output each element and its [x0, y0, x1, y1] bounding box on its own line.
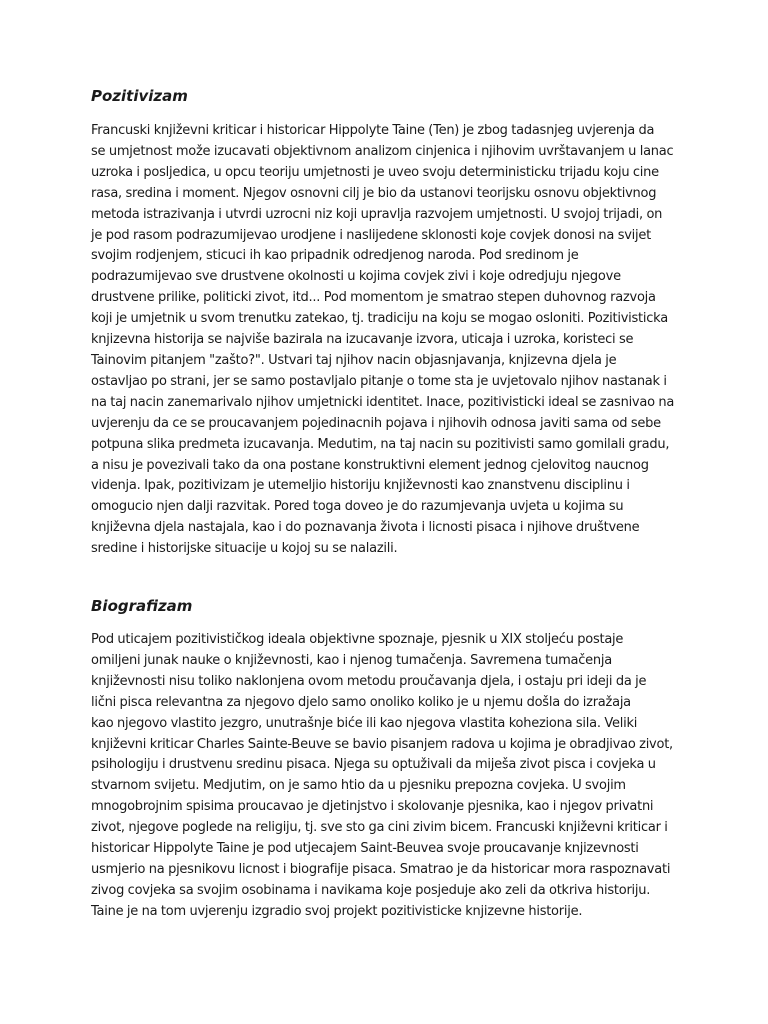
text-line: drustvene prilike, politicki zivot, itd... Pod momentom je smatrao stepen duhovnog razvoja	[91, 290, 656, 306]
text-line: stvarnom svijetu. Medjutim, on je samo htio da u pjesniku prepozna covjeka. U svojim	[91, 778, 626, 794]
text-line: uzroka i posljedica, u opcu teoriju umjetnosti je uveo svoju deterministicku trijadu koju cine	[91, 164, 659, 180]
text-line: podrazumijevao sve drustvene okolnosti u kojima covjek zivi i koje odredjuju njegove	[91, 269, 621, 285]
text-line: zivot, njegove poglede na religiju, tj. sve sto ga cini zivim bicem. Francuski književni kriticar i	[91, 820, 668, 836]
text-line: Francuski književni kriticar i historicar Hippolyte Taine (Ten) je zbog tadasnjeg uvjerenja da	[91, 123, 655, 138]
text-line: knjizevna historija se najviše bazirala na izucavanje izvora, uticaja i uzroka, koristeci se	[91, 332, 634, 348]
text-line: mnogobrojnim spisima proucavao je djetinjstvo i skolovanje pjesnika, kao i njegov privatni	[91, 799, 654, 815]
section-title-biografizam: Biografizam	[91, 597, 193, 615]
text-line: zivog covjeka sa svojim osobinama i navikama koje posjeduje ako zeli da otkriva historiju.	[91, 882, 651, 898]
text-line: potpuna slika predmeta izucavanja. Medutim, na taj nacin su pozitivisti samo gomilali gradu,	[91, 436, 670, 452]
text-line: književna djela nastajala, kao i do poznavanja života i licnosti pisaca i njihove društvene	[91, 520, 640, 536]
text-line: rasa, sredina i moment. Njegov osnovni cilj je bio da ustanovi teorijsku osnovu objektivnog	[91, 185, 657, 201]
text-line: sredine i historijske situacije u kojoj su se nalazili.	[91, 541, 398, 557]
text-line: videnja. Ipak, pozitivizam je utemeljio historiju književnosti kao znanstvenu disciplinu i	[91, 478, 630, 494]
text-line: historicar Hippolyte Taine je pod utjecajem Saint-Beuvea svoje proucavanje knjizevnosti	[91, 841, 639, 857]
text-line: Taine je na tom uvjerenju izgradio svoj projekt pozitivisticke knjizevne historije.	[91, 903, 583, 919]
text-line: svojim rodjenjem, sticuci ih kao pripadnik odredjenog naroda. Pod sredinom je	[91, 248, 579, 264]
text-line: se umjetnost može izucavati objektivnom analizom cinjenica i njihovim uvrštavanjem u lanac	[91, 143, 674, 159]
text-line: usmjerio na pjesnikovu licnost i biografije pisaca. Smatrao je da historicar mora raspoznavati	[91, 861, 671, 877]
text-line: književnosti nisu toliko naklonjena ovom metodu proučavanja djela, i ostaju pri ideji da je	[91, 673, 647, 689]
text-line: koji je umjetnik u svom trenutku zatekao, tj. tradiciju na koju se mogao osloniti. Pozitivisticka	[91, 311, 668, 327]
text-line: Pod uticajem pozitivističkog ideala objektivne spoznaje, pjesnik u XIX stoljeću postaje	[91, 632, 624, 647]
text-line: omogucio njen dalji razvitak. Pored toga doveo je do razumjevanja uvjeta u kojima su	[91, 499, 624, 515]
text-line: lični pisca relevantna za njegovo djelo samo onoliko koliko je u njemu došla do izražaja	[91, 694, 631, 710]
section-title-pozitivizam: Pozitivizam	[91, 87, 188, 105]
text-line: književni kriticar Charles Sainte-Beuve se bavio pisanjem radova u kojima je obradjivao zivot,	[91, 736, 673, 752]
text-line: je pod rasom podrazumijevao urodjene i naslijedene sklonosti koje covjek donosi na svijet	[91, 227, 651, 243]
text-line: a nisu je povezivali tako da ona postane konstruktivni element jednog cjelovitog naucnog	[91, 457, 649, 473]
section-body-pozitivizam	[91, 121, 677, 560]
text-line: na taj nacin zanemarivalo njihov umjetnicki identitet. Inace, pozitivisticki ideal se zasnivao na	[91, 394, 675, 410]
text-line: omiljeni junak nauke o književnosti, kao i njenog tumačenja. Savremena tumačenja	[91, 652, 612, 668]
text-line: psihologiju i drustvenu sredinu pisaca. Njega su optuživali da miješa zivot pisca i covjeka u	[91, 757, 656, 773]
text-line: kao njegovo vlastito jezgro, unutrašnje biće ili kao njegova vlastita koheziona sila. Veliki	[91, 715, 638, 731]
section-body-biografizam	[91, 630, 677, 923]
text-line: metoda istrazivanja i utvrdi uzrocni niz koji upravlja razvojem umjetnosti. U svojoj trijadi, on	[91, 206, 663, 222]
text-line: Tainovim pitanjem "zašto?". Ustvari taj njihov nacin objasnjavanja, knjizevna djela je	[91, 352, 617, 368]
text-line: uvjerenju da ce se proucavanjem pojedinacnih pojava i njihovih odnosa javiti sama od sebe	[91, 415, 661, 431]
text-line: ostavljao po strani, jer se samo postavljalo pitanje o tome sta je uvjetovalo njihov nastanak i	[91, 373, 667, 389]
